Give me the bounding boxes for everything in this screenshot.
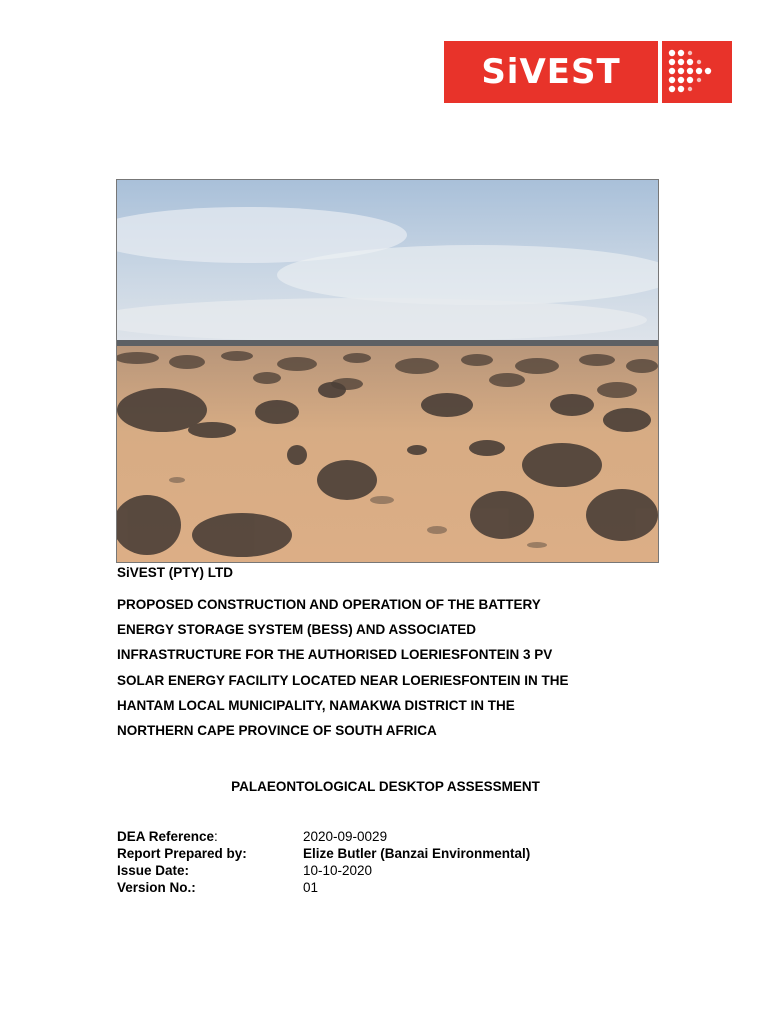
report-title [117, 592, 654, 743]
title-line: HANTAM LOCAL MUNICIPALITY, NAMAKWA DISTRICT IN THE [117, 697, 515, 713]
report-metadata [117, 828, 530, 896]
meta-row-dea-reference [117, 828, 530, 845]
title-line: INFRASTRUCTURE FOR THE AUTHORISED LOERIESFONTEIN 3 PV [117, 647, 553, 663]
meta-row-version [117, 879, 530, 896]
prepared-by-label: Report Prepared by: [117, 846, 247, 861]
meta-row-issue-date [117, 862, 530, 879]
logo-dots-icon [662, 41, 732, 103]
sivest-logo [444, 41, 732, 103]
version-value: 01 [303, 880, 319, 895]
cover-landscape-photo [116, 179, 659, 563]
issue-date-label: Issue Date: [117, 863, 190, 878]
title-line: PROPOSED CONSTRUCTION AND OPERATION OF THE BATTERY [117, 597, 541, 612]
dea-reference-colon: : [214, 829, 218, 844]
title-line: NORTHERN CAPE PROVINCE OF SOUTH AFRICA [117, 723, 437, 739]
title-line: SOLAR ENERGY FACILITY LOCATED NEAR LOERIESFONTEIN IN THE [117, 672, 569, 688]
version-label: Version No.: [117, 880, 196, 895]
title-line: ENERGY STORAGE SYSTEM (BESS) AND ASSOCIATED [117, 622, 477, 638]
meta-row-prepared-by [117, 845, 530, 862]
report-subtitle: PALAEONTOLOGICAL DESKTOP ASSESSMENT [231, 779, 540, 794]
dea-reference-label: DEA Reference [117, 829, 215, 844]
logo-wordmark: SiVEST [444, 41, 658, 103]
dea-reference-value: 2020-09-0029 [303, 829, 388, 844]
company-name: SiVEST (PTY) LTD [117, 565, 234, 580]
issue-date-value: 10-10-2020 [303, 863, 373, 878]
prepared-by-value: Elize Butler (Banzai Environmental) [303, 846, 531, 861]
